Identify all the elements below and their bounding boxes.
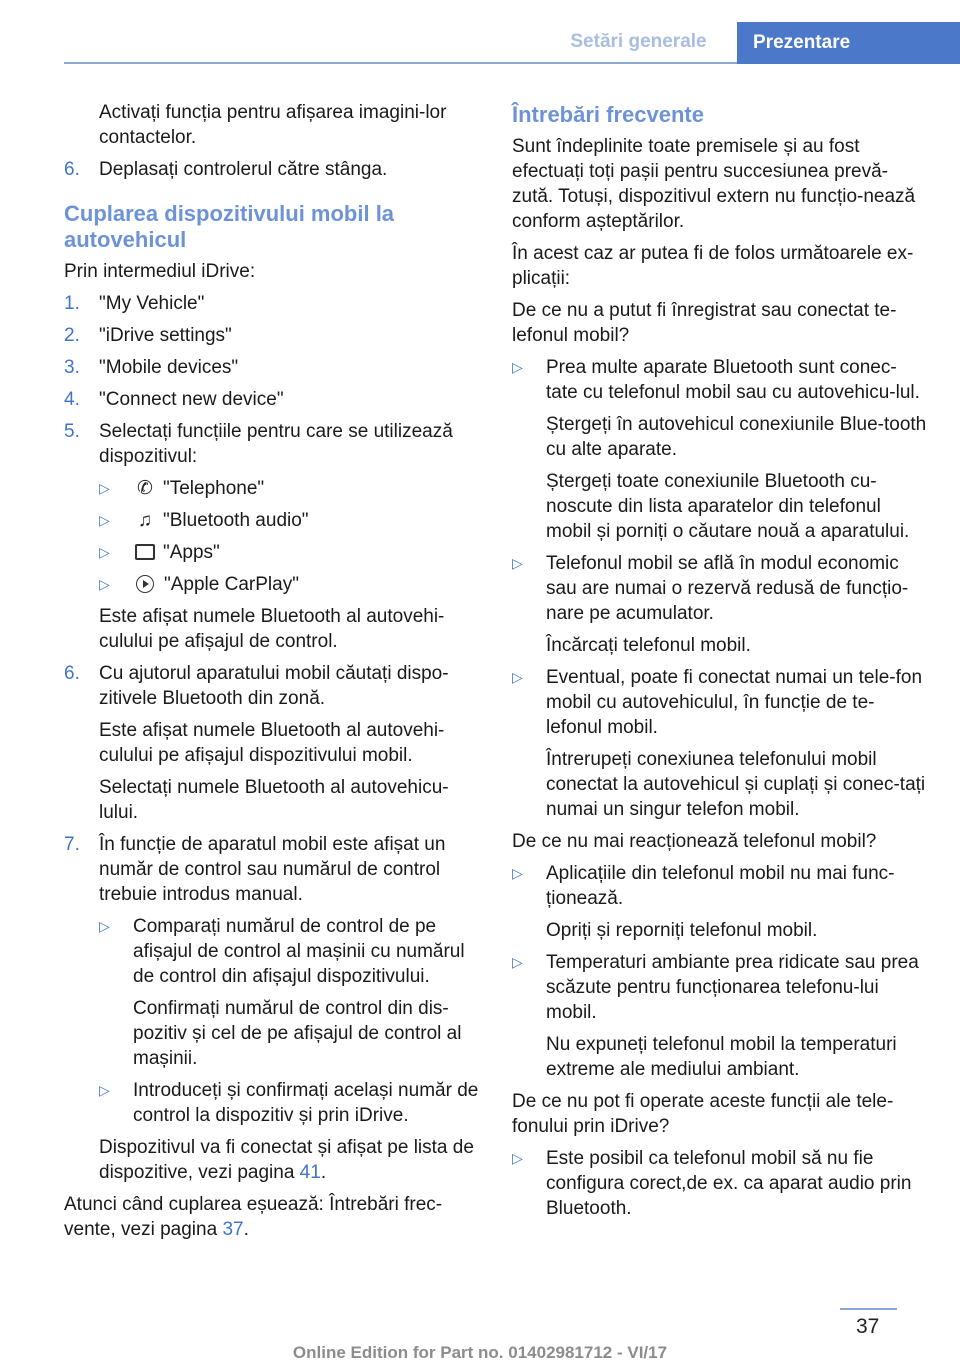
answer-item [512,861,928,911]
right-column [512,100,928,1228]
bullet-triangle-icon: ▷ [99,918,110,934]
answer-text: Temperaturi ambiante prea ridicate sau prea scăzute pentru funcționarea telefonu‐lui mobil. [546,952,919,1023]
bullet-triangle-icon: ▷ [99,512,110,528]
item-text: Deplasați controlerul către stânga. [99,159,388,180]
fail-text: Atunci când cuplarea eșuează: Întrebări frec‐vente, vezi pagina [64,1194,443,1240]
answer-item [512,665,928,740]
question: De ce nu a putut fi înregistrat sau conectat te‐lefonul mobil? [512,300,897,346]
page-link[interactable]: 41 [299,1162,321,1183]
step-text: "My Vehicle" [99,293,205,314]
step-number: 6. [64,663,80,684]
answer-note: Întrerupeți conexiunea telefonului mobil conectat la autovehicul și cuplați și conec‐tați numai un singur telefon mobil. [546,749,926,820]
edition-footer: Online Edition for Part no. 01402981712 - VI/17 [292,1343,668,1362]
function-label: "Telephone" [163,478,265,499]
bullet-triangle-icon: ▷ [99,1082,110,1098]
answer-text: Eventual, poate fi conectat numai un tele‐fon mobil cu autovehiculul, în funcție de te‐lefonul mobil. [546,667,923,738]
step-note: Este afișat numele Bluetooth al autovehi‐culului pe afișajul dispozitivului mobil. [99,720,445,766]
bullet-triangle-icon: ▷ [512,555,523,571]
question: De ce nu pot fi operate aceste funcții ale tele‐fonului prin iDrive? [512,1091,894,1137]
answer-text: Este posibil ca telefonul mobil să nu fie configura corect,de ex. ca aparat audio prin Bluetooth. [546,1148,912,1219]
sub-item-note: Confirmați numărul de control din dis‐pozitiv și cel de pe afișajul de control al mașinii. [133,998,462,1069]
step-3 [64,355,480,380]
step-7 [64,832,480,907]
bullet-triangle-icon: ▷ [512,1150,523,1166]
paragraph: În acest caz ar putea fi de folos următoarele ex‐plicații: [512,243,914,289]
step-number: 7. [64,834,80,855]
function-label: "Apps" [163,542,220,563]
step-number: 5. [64,421,80,442]
step-text: Selectați funcțiile pentru care se utilizează dispozitivul: [99,421,453,467]
function-apps [99,540,480,565]
page-header [0,22,960,62]
step-note: Este afișat numele Bluetooth al autovehi‐culului pe afișajul de control. [99,606,445,652]
step-text: "Mobile devices" [99,357,239,378]
answer-item [512,551,928,626]
answer-item [512,1146,928,1221]
answer-note: Ștergeți toate conexiunile Bluetooth cu‐noscute din lista aparatelor din telefonul mobil și porniți o căutare nouă a aparatului. [546,471,910,542]
carplay-icon [136,575,154,593]
function-carplay [99,572,480,597]
bullet-triangle-icon: ▷ [512,669,523,685]
function-label: "Bluetooth audio" [163,510,309,531]
step-number: 2. [64,325,80,346]
answer-note: Nu expuneți telefonul mobil la temperaturi extreme ale mediului ambiant. [546,1034,897,1080]
sub-item [99,914,480,989]
bullet-triangle-icon: ▷ [512,359,523,375]
answer-item [512,355,928,405]
step-5 [64,419,480,469]
chapter-tab: Prezentare [737,22,960,64]
apps-icon [135,544,155,560]
sub-item-text: Comparați numărul de control de pe afișajul de control al mașinii cu numărul de control din afișajul dispozitivului. [133,916,465,987]
phone-icon: ✆ [137,478,153,499]
bullet-triangle-icon: ▷ [99,480,110,496]
step-number: 4. [64,389,80,410]
period: . [320,1162,327,1183]
music-note-icon: ♫ [137,510,153,531]
function-telephone [99,476,480,501]
page-number: 37 [856,1315,880,1338]
bullet-triangle-icon: ▷ [99,544,110,560]
step-text: "Connect new device" [99,389,284,410]
step-number: 3. [64,357,80,378]
answer-note: Ștergeți în autovehicul conexiunile Blue‐tooth cu alte aparate. [546,414,927,460]
sub-item-text: Introduceți și confirmați același număr de control la dispozitiv și prin iDrive. [133,1080,479,1126]
continued-text: Activați funcția pentru afișarea imagini‐lor contactelor. [99,102,447,148]
function-label: "Apple CarPlay" [164,574,299,595]
page-number-rule [840,1308,897,1310]
result-note [99,1135,480,1185]
step-note: Selectați numele Bluetooth al autovehicu‐lului. [99,777,449,823]
fail-note [64,1192,480,1242]
step-2 [64,323,480,348]
page-link[interactable]: 37 [222,1219,244,1240]
answer-note: Opriți și reporniți telefonul mobil. [546,920,818,941]
answer-item [512,950,928,1025]
step-1 [64,291,480,316]
question: De ce nu mai reacționează telefonul mobil? [512,831,877,852]
sub-item [99,1078,480,1128]
step-6 [64,661,480,711]
section-heading: Cuplarea dispozitivului mobil la autovehicul [64,201,395,252]
answer-note: Încărcați telefonul mobil. [546,635,751,656]
bullet-triangle-icon: ▷ [512,865,523,881]
result-text: Dispozitivul va fi conectat și afișat pe lista de dispozitive, vezi pagina [99,1137,474,1183]
bullet-triangle-icon: ▷ [512,954,523,970]
intro-text: Prin intermediul iDrive: [64,261,256,282]
function-list [99,476,480,597]
answer-text: Prea multe aparate Bluetooth sunt conec‐tate cu telefonul mobil sau cu autovehicu‐lul. [546,357,920,403]
item-number: 6. [64,159,80,180]
sub-list [99,914,480,1128]
header-rule [64,62,737,64]
answer-text: Aplicațiile din telefonul mobil nu mai func‐ționează. [546,863,895,909]
period: . [243,1219,249,1240]
section-title: Setări generale [570,31,707,52]
bullet-triangle-icon: ▷ [99,576,110,592]
left-column [64,100,480,1249]
faq-heading: Întrebări frecvente [512,102,704,127]
list-item [64,157,480,182]
step-text: "iDrive settings" [99,325,232,346]
step-4 [64,387,480,412]
paragraph: Sunt îndeplinite toate premisele și au fost efectuați toți pașii pentru succesiunea prevă‐zută. Totuși, dispozitivul extern nu funcțio‐nează conform așteptărilor. [512,136,916,232]
step-text: Cu ajutorul aparatului mobil căutați dispo‐zitivele Bluetooth din zonă. [99,663,449,709]
answer-text: Telefonul mobil se află în modul economic sau are numai o rezervă redusă de funcțio‐nare pe acumulator. [546,553,909,624]
step-text: În funcție de aparatul mobil este afișat un număr de control sau numărul de control trebuie introdus manual. [99,834,446,905]
step-number: 1. [64,293,80,314]
function-bluetooth-audio [99,508,480,533]
